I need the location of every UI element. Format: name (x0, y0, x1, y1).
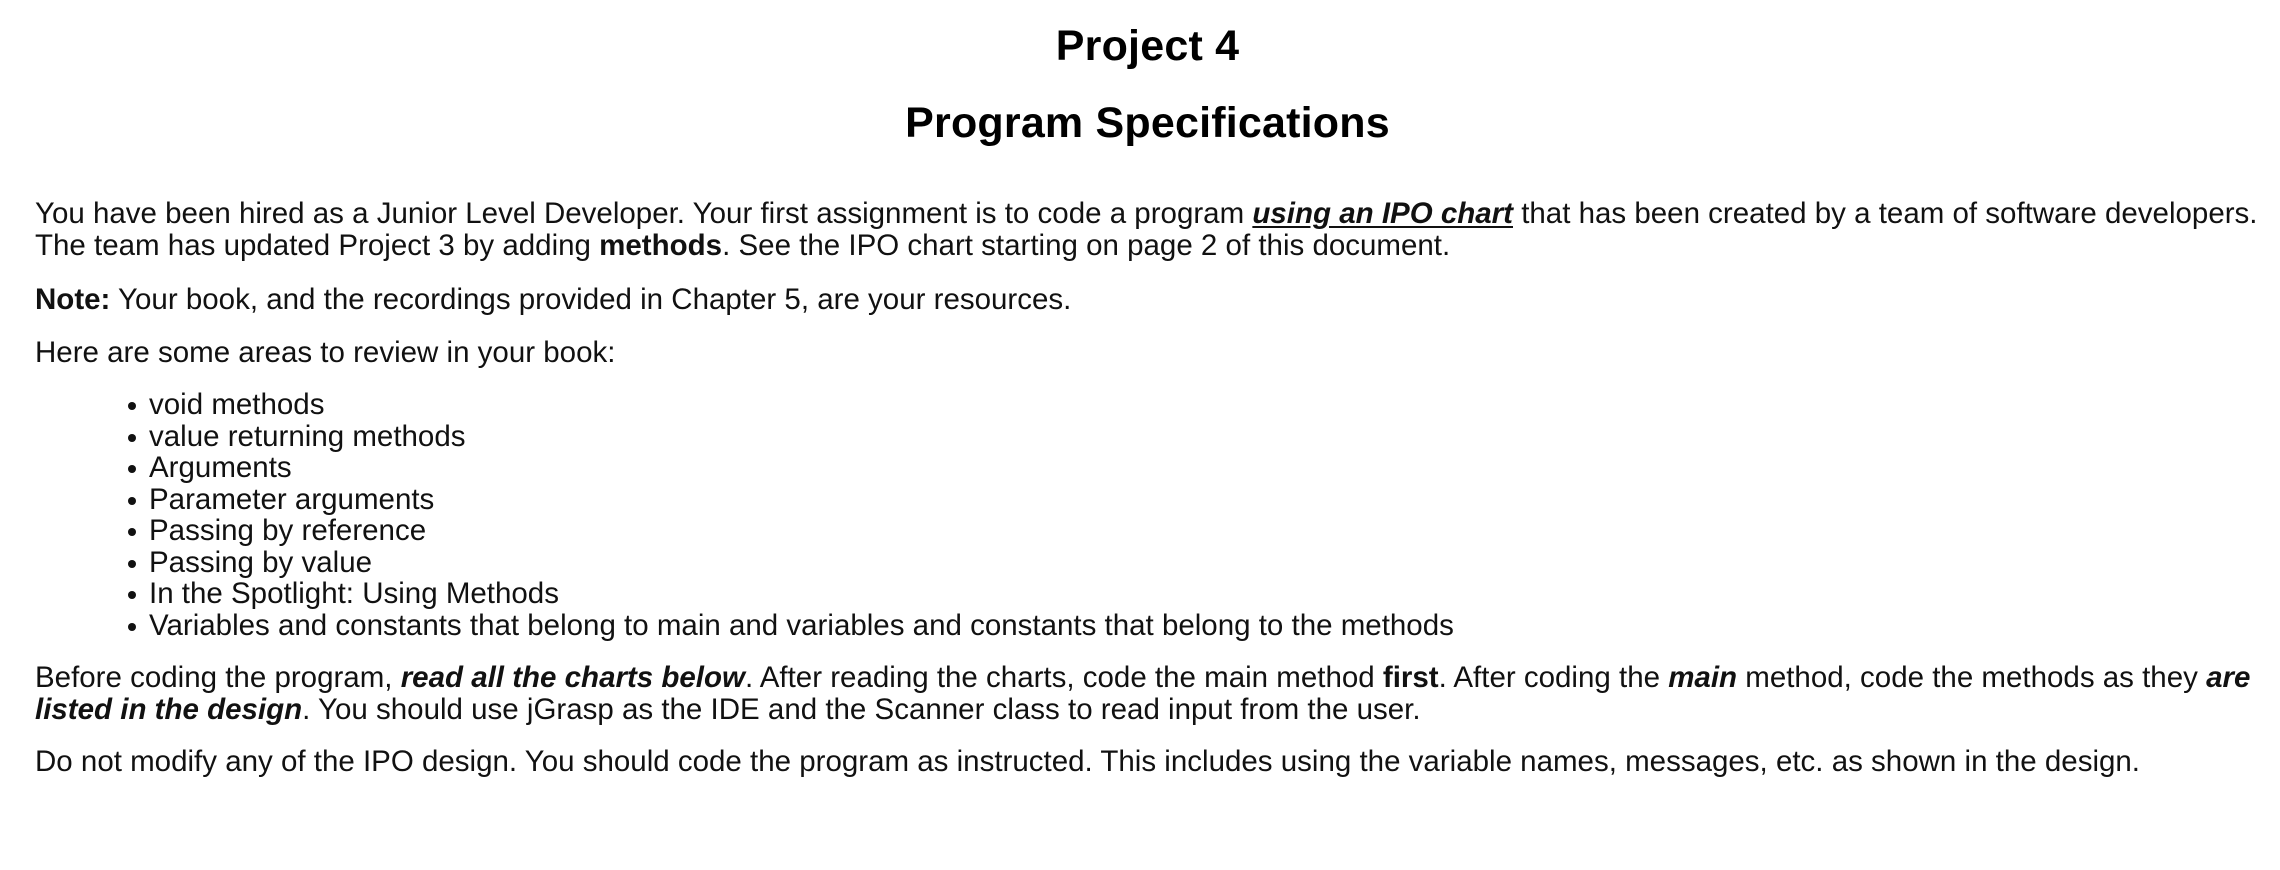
before-text-3: . After coding the (1438, 661, 1669, 694)
list-item: Passing by value (149, 547, 1454, 579)
read-charts-emphasis: read all the charts below (400, 661, 745, 694)
first-bold: first (1382, 661, 1439, 694)
do-not-modify-paragraph: Do not modify any of the IPO design. You should code the program as instructed. This includes using the variable names, messages, etc. as shown in the design. (35, 745, 2141, 778)
review-heading: Here are some areas to review in your book: (35, 336, 616, 369)
intro-text-3: . See the IPO chart starting on page 2 of this document. (722, 228, 1451, 262)
listed-in-design-emphasis: are listed in the design (35, 661, 2251, 726)
before-text-1: Before coding the program, (35, 661, 401, 694)
document-title: Project 4 (1055, 22, 1240, 70)
note-paragraph (35, 284, 2260, 316)
methods-bold: methods (599, 228, 723, 262)
ipo-chart-emphasis: using an IPO chart (1252, 197, 1513, 230)
main-emphasis: main (1668, 661, 1738, 694)
list-item: value returning methods (149, 421, 1454, 453)
list-item: void methods (149, 389, 1454, 421)
before-text-4: method, code the methods as they (1737, 661, 2207, 694)
list-item: Arguments (149, 452, 1454, 484)
coding-instructions-paragraph (35, 662, 2260, 725)
note-text: Your book, and the recordings provided in Chapter 5, are your resources. (110, 283, 1072, 316)
note-label: Note: (35, 283, 111, 316)
list-item: Passing by reference (149, 515, 1454, 547)
before-text-5: . You should use jGrasp as the IDE and the Scanner class to read input from the user. (302, 692, 1421, 726)
intro-paragraph (35, 198, 2260, 261)
before-text-2: . After reading the charts, code the main method (744, 661, 1383, 694)
intro-text-2: that has been created by a team of software developers. The team has updated Project 3 by adding (35, 197, 2258, 262)
list-item: Parameter arguments (149, 484, 1454, 516)
list-item: In the Spotlight: Using Methods (149, 578, 1454, 610)
list-item: Variables and constants that belong to main and variables and constants that belong to the methods (149, 608, 1454, 642)
document-subtitle: Program Specifications (905, 99, 1390, 147)
intro-text-1: You have been hired as a Junior Level Developer. Your first assignment is to code a program (35, 197, 1253, 230)
review-topics-list (35, 389, 1454, 641)
